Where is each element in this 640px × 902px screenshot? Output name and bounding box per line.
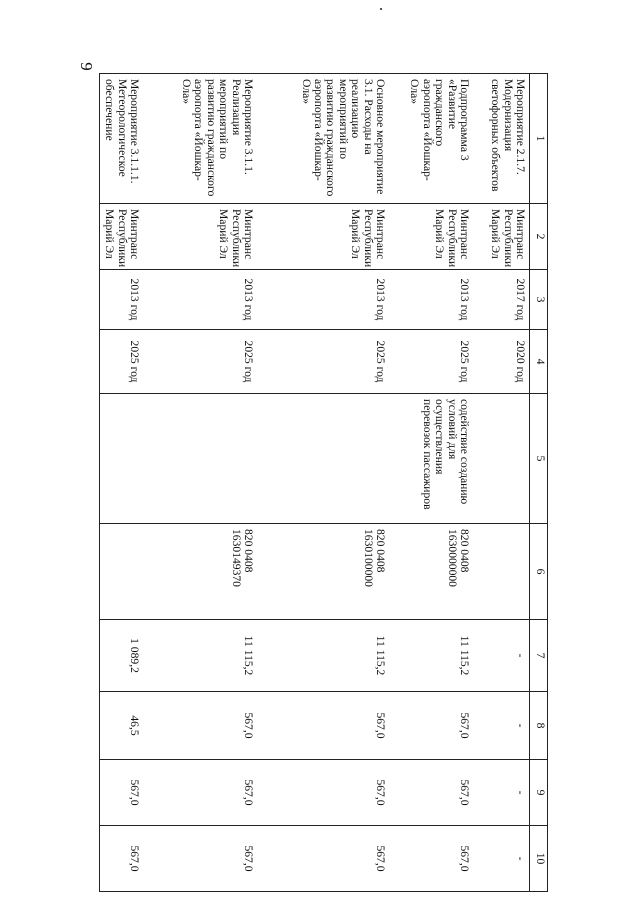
budget-code (473, 524, 530, 620)
value-col10: - (473, 826, 530, 892)
value-col7: - (473, 620, 530, 692)
measure-name: Мероприятие 2.1.7. Модернизация светофорных объектов (473, 74, 530, 204)
start-year: 2013 год (99, 270, 143, 330)
column-header: 5 (530, 394, 548, 524)
expected-result: содействие созданию условий для осуществления перевозок пассажиров (389, 394, 473, 524)
measure-name: Мероприятие 3.1.1. Реализация мероприятий по развитию гражданского аэропорта «Йошкар-Ола» (143, 74, 257, 204)
responsible-executor: Минтранс Республики Марий Эл (143, 204, 257, 270)
page-number: 9 (76, 62, 96, 71)
column-header: 1 (530, 74, 548, 204)
column-header: 4 (530, 330, 548, 394)
column-header: 6 (530, 524, 548, 620)
column-header: 7 (530, 620, 548, 692)
expected-result (99, 394, 143, 524)
end-year: 2025 год (389, 330, 473, 394)
value-col7: 1 089,2 (99, 620, 143, 692)
table-row (389, 74, 473, 892)
start-year: 2013 год (257, 270, 389, 330)
end-year: 2025 год (99, 330, 143, 394)
value-col10: 567,0 (257, 826, 389, 892)
responsible-executor: Минтранс Республики Марий Эл (473, 204, 530, 270)
end-year: 2025 год (143, 330, 257, 394)
value-col9: 567,0 (257, 760, 389, 826)
scan-speck (380, 8, 382, 10)
value-col9: 567,0 (389, 760, 473, 826)
responsible-executor: Минтранс Республики Марий Эл (257, 204, 389, 270)
budget-code: 820 0408 1630149370 (143, 524, 257, 620)
budget-code: 820 0408 1630000000 (389, 524, 473, 620)
start-year: 2013 год (143, 270, 257, 330)
start-year: 2013 год (389, 270, 473, 330)
value-col10: 567,0 (389, 826, 473, 892)
start-year: 2017 год (473, 270, 530, 330)
table-row (473, 74, 530, 892)
end-year: 2020 год (473, 330, 530, 394)
column-header: 2 (530, 204, 548, 270)
program-table (99, 73, 548, 892)
column-header: 8 (530, 692, 548, 760)
value-col7: 11 115,2 (257, 620, 389, 692)
value-col7: 11 115,2 (389, 620, 473, 692)
table-row (99, 74, 143, 892)
measure-name: Мероприятие 3.1.1.1. Метеорологическое обеспечение (99, 74, 143, 204)
value-col8: 567,0 (257, 692, 389, 760)
value-col7: 11 115,2 (143, 620, 257, 692)
value-col10: 567,0 (143, 826, 257, 892)
table-row (257, 74, 389, 892)
column-header: 9 (530, 760, 548, 826)
responsible-executor: Минтранс Республики Марий Эл (389, 204, 473, 270)
value-col10: 567,0 (99, 826, 143, 892)
column-header: 3 (530, 270, 548, 330)
value-col8: - (473, 692, 530, 760)
value-col9: - (473, 760, 530, 826)
responsible-executor: Минтранс Республики Марий Эл (99, 204, 143, 270)
rotated-table-wrapper (103, 73, 548, 891)
value-col8: 567,0 (143, 692, 257, 760)
value-col9: 567,0 (143, 760, 257, 826)
expected-result (143, 394, 257, 524)
measure-name: Основное мероприятие 3.1. Расходы на реализацию мероприятий по развитию гражданского аэропорта «Йошкар-Ола» (257, 74, 389, 204)
measure-name: Подпрограмма 3 «Развитие гражданского аэропорта «Йошкар-Ола» (389, 74, 473, 204)
budget-code: 820 0408 1630100000 (257, 524, 389, 620)
expected-result (257, 394, 389, 524)
value-col8: 567,0 (389, 692, 473, 760)
expected-result (473, 394, 530, 524)
table-row (143, 74, 257, 892)
end-year: 2025 год (257, 330, 389, 394)
value-col9: 567,0 (99, 760, 143, 826)
header-row (530, 74, 548, 892)
value-col8: 46,5 (99, 692, 143, 760)
column-header: 10 (530, 826, 548, 892)
budget-code (99, 524, 143, 620)
